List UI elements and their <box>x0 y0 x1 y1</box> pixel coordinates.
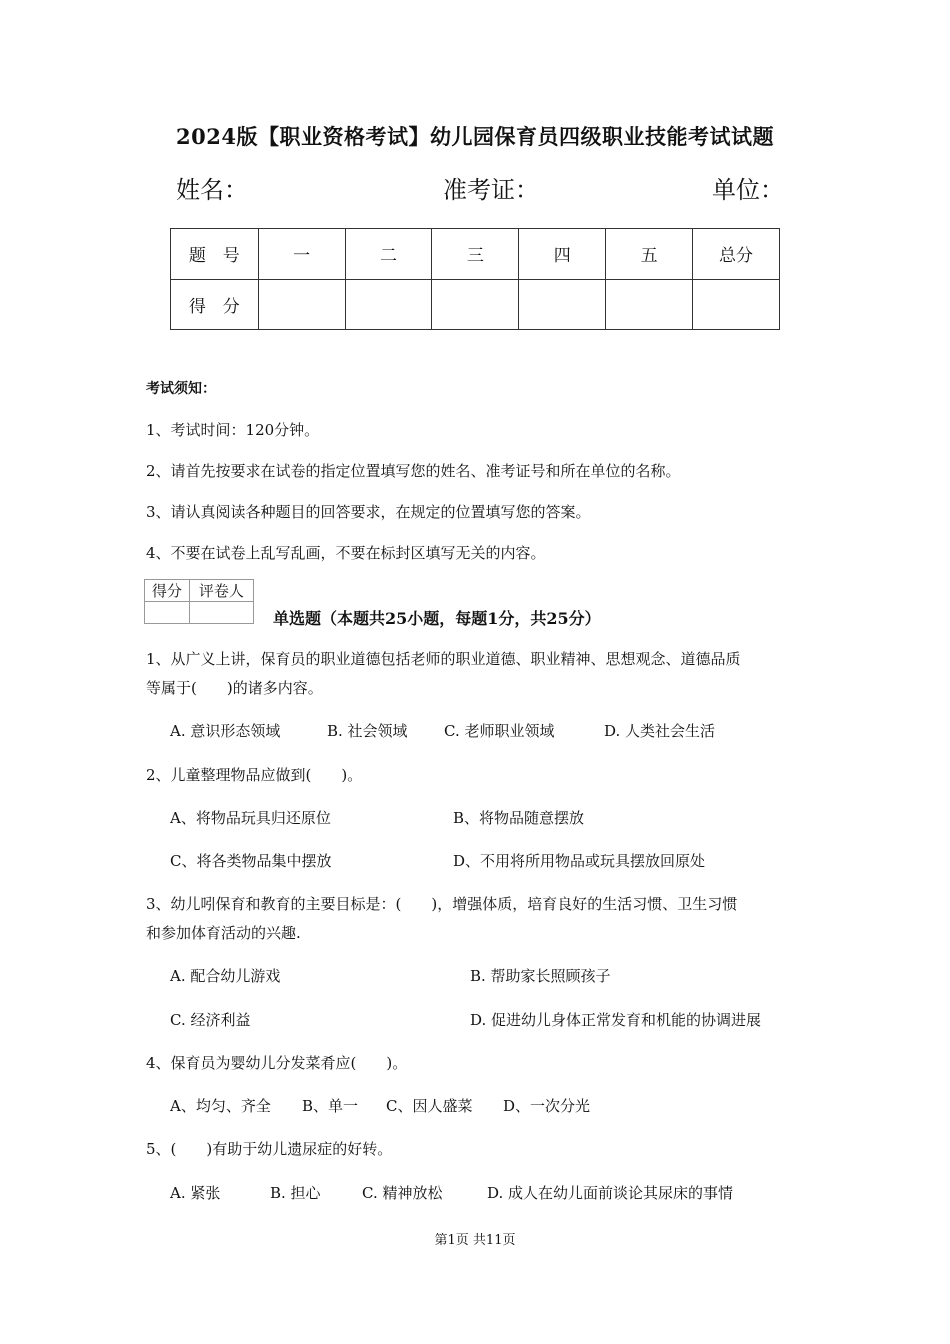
option: A、均匀、齐全 <box>170 1097 271 1115</box>
score-cell[interactable] <box>345 279 432 330</box>
question-text: 5、( )有助于幼儿遗尿症的好转。 <box>146 1140 393 1158</box>
score-table-header-cell: 二 <box>345 229 432 280</box>
score-table-header-row <box>171 229 780 280</box>
option: B. 社会领域 <box>327 722 408 740</box>
score-table-score-row <box>171 279 780 330</box>
unit-field-label: 单位： <box>712 176 784 204</box>
notice-heading: 考试须知： <box>146 381 216 397</box>
score-table-header-cell: 五 <box>606 229 693 280</box>
name-field-label: 姓名： <box>176 176 248 204</box>
option: D. 成人在幼儿面前谈论其尿床的事情 <box>487 1184 734 1202</box>
grader-name-label: 评卷人 <box>189 580 253 602</box>
score-table-header-cell: 四 <box>519 229 606 280</box>
option: A. 意识形态领域 <box>170 722 281 740</box>
grader-score-cell[interactable] <box>145 602 190 624</box>
option: C、因人盛菜 <box>386 1097 473 1115</box>
option: D、不用将所用物品或玩具摆放回原处 <box>453 852 706 870</box>
score-cell[interactable] <box>693 279 780 330</box>
notice-item: 2、请首先按要求在试卷的指定位置填写您的姓名、准考证号和所在单位的名称。 <box>146 462 681 480</box>
score-row-label: 得 分 <box>171 279 259 330</box>
option: C、将各类物品集中摆放 <box>170 852 332 870</box>
question-text: 1、从广义上讲，保育员的职业道德包括老师的职业道德、职业精神、思想观念、道德品质 <box>146 650 741 668</box>
option: B. 担心 <box>270 1184 321 1202</box>
option: D. 人类社会生活 <box>604 722 716 740</box>
option: A. 配合幼儿游戏 <box>170 967 281 985</box>
exam-id-field-label: 准考证： <box>443 176 539 204</box>
notice-item: 4、不要在试卷上乱写乱画，不要在标封区填写无关的内容。 <box>146 544 546 562</box>
question-text: 3、幼儿吲保育和教育的主要目标是：( )，增强体质，培育良好的生活习惯、卫生习惯 <box>146 895 738 913</box>
option: A、将物品玩具归还原位 <box>170 809 331 827</box>
option: C. 经济利益 <box>170 1011 251 1029</box>
option: D. 促进幼儿身体正常发育和机能的协调进展 <box>470 1011 762 1029</box>
score-table-header-cell: 总分 <box>693 229 780 280</box>
score-cell[interactable] <box>432 279 519 330</box>
score-cell[interactable] <box>519 279 606 330</box>
page-footer: 第1页 共11页 <box>434 1233 516 1248</box>
score-table-header-cell: 题 号 <box>171 229 259 280</box>
question-text: 4、保育员为婴幼儿分发菜肴应( )。 <box>146 1054 408 1072</box>
option: D、一次分光 <box>503 1097 591 1115</box>
option: B、将物品随意摆放 <box>453 809 585 827</box>
notice-item: 1、考试时间：120分钟。 <box>146 421 320 439</box>
score-cell[interactable] <box>606 279 693 330</box>
section-heading: 单选题（本题共25小题，每题1分，共25分） <box>273 609 601 628</box>
score-table-header-cell: 一 <box>258 229 345 280</box>
option: C. 老师职业领域 <box>444 722 555 740</box>
score-cell[interactable] <box>258 279 345 330</box>
page-title: 2024版【职业资格考试】幼儿园保育员四级职业技能考试试题 <box>176 124 774 149</box>
grader-score-label: 得分 <box>145 580 190 602</box>
option: C. 精神放松 <box>362 1184 443 1202</box>
grader-name-cell[interactable] <box>189 602 253 624</box>
option: A. 紧张 <box>170 1184 221 1202</box>
score-table <box>170 228 780 330</box>
option: B、单一 <box>302 1097 359 1115</box>
question-text-cont: 和参加体育活动的兴趣. <box>146 924 301 942</box>
question-text-cont: 等属于( )的诸多内容。 <box>146 679 323 697</box>
question-text: 2、儿童整理物品应做到( )。 <box>146 766 363 784</box>
notice-item: 3、请认真阅读各种题目的回答要求，在规定的位置填写您的答案。 <box>146 503 591 521</box>
score-table-header-cell: 三 <box>432 229 519 280</box>
option: B. 帮助家长照顾孩子 <box>470 967 611 985</box>
grader-box <box>144 579 254 624</box>
